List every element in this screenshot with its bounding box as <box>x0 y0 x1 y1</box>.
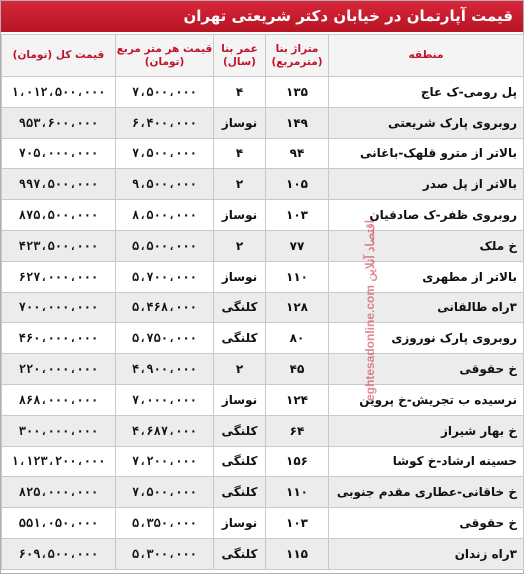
cell-age: کلنگی <box>214 446 266 477</box>
cell-price-per-sqm: ۵،۷۵۰،۰۰۰ <box>116 323 214 354</box>
cell-age: کلنگی <box>214 323 266 354</box>
table-body <box>2 77 524 570</box>
page-title: قیمت آپارتمان در خیابان دکتر شریعتی تهران <box>1 1 523 32</box>
cell-age: نوساز <box>214 261 266 292</box>
table-row <box>2 477 524 508</box>
table-row <box>2 77 524 108</box>
table-row <box>2 323 524 354</box>
cell-price-per-sqm: ۷،۵۰۰،۰۰۰ <box>116 77 214 108</box>
cell-price-per-sqm: ۷،۵۰۰،۰۰۰ <box>116 477 214 508</box>
cell-age: کلنگی <box>214 292 266 323</box>
cell-area: ۱۱۵ <box>266 538 329 569</box>
cell-age: نوساز <box>214 107 266 138</box>
cell-region: پل رومی-ک عاج <box>329 77 524 108</box>
cell-region: روبروی ظفر-ک صادقیان <box>329 200 524 231</box>
cell-price-per-sqm: ۵،۷۰۰،۰۰۰ <box>116 261 214 292</box>
table-header-row <box>2 35 524 77</box>
cell-region: بالاتر از مطهری <box>329 261 524 292</box>
table-row <box>2 384 524 415</box>
cell-area: ۱۵۶ <box>266 446 329 477</box>
cell-region: خ خاقانی-عطاری مقدم جنوبی <box>329 477 524 508</box>
cell-age: ۲ <box>214 230 266 261</box>
table-row <box>2 138 524 169</box>
cell-area: ۷۷ <box>266 230 329 261</box>
cell-price-per-sqm: ۸،۵۰۰،۰۰۰ <box>116 200 214 231</box>
cell-total-price: ۱،۰۱۲،۵۰۰،۰۰۰ <box>2 77 116 108</box>
cell-area: ۱۳۵ <box>266 77 329 108</box>
cell-price-per-sqm: ۶،۴۰۰،۰۰۰ <box>116 107 214 138</box>
header-price-per-sqm: قیمت هر متر مربع (تومان) <box>116 35 214 77</box>
cell-age: ۴ <box>214 138 266 169</box>
cell-area: ۹۴ <box>266 138 329 169</box>
table-row <box>2 508 524 539</box>
cell-total-price: ۵۵۱،۰۵۰،۰۰۰ <box>2 508 116 539</box>
cell-total-price: ۳۰۰،۰۰۰،۰۰۰ <box>2 415 116 446</box>
cell-age: ۴ <box>214 77 266 108</box>
cell-region: بالاتر از مترو قلهک-باغانی <box>329 138 524 169</box>
table-row <box>2 354 524 385</box>
cell-age: نوساز <box>214 384 266 415</box>
cell-region: روبروی پارک نوروزی <box>329 323 524 354</box>
table-row <box>2 538 524 569</box>
table-row <box>2 107 524 138</box>
cell-total-price: ۸۷۵،۵۰۰،۰۰۰ <box>2 200 116 231</box>
table-row <box>2 261 524 292</box>
header-region: منطقه <box>329 35 524 77</box>
cell-area: ۱۰۳ <box>266 200 329 231</box>
cell-age: کلنگی <box>214 415 266 446</box>
table-row <box>2 415 524 446</box>
cell-age: کلنگی <box>214 538 266 569</box>
cell-age: نوساز <box>214 508 266 539</box>
cell-price-per-sqm: ۷،۵۰۰،۰۰۰ <box>116 138 214 169</box>
cell-total-price: ۲۲۰،۰۰۰،۰۰۰ <box>2 354 116 385</box>
cell-price-per-sqm: ۴،۶۸۷،۰۰۰ <box>116 415 214 446</box>
cell-total-price: ۷۰۰،۰۰۰،۰۰۰ <box>2 292 116 323</box>
table-row <box>2 292 524 323</box>
cell-age: ۲ <box>214 169 266 200</box>
cell-price-per-sqm: ۷،۰۰۰،۰۰۰ <box>116 384 214 415</box>
cell-region: خ ملک <box>329 230 524 261</box>
cell-area: ۱۲۸ <box>266 292 329 323</box>
cell-age: کلنگی <box>214 477 266 508</box>
cell-area: ۱۲۴ <box>266 384 329 415</box>
cell-total-price: ۶۲۷،۰۰۰،۰۰۰ <box>2 261 116 292</box>
header-total-price: قیمت کل (تومان) <box>2 35 116 77</box>
table-row <box>2 200 524 231</box>
cell-total-price: ۴۶۰،۰۰۰،۰۰۰ <box>2 323 116 354</box>
cell-region: خ حقوقی <box>329 354 524 385</box>
table-row <box>2 230 524 261</box>
cell-total-price: ۸۶۸،۰۰۰،۰۰۰ <box>2 384 116 415</box>
cell-total-price: ۶۰۹،۵۰۰،۰۰۰ <box>2 538 116 569</box>
header-age: عمر بنا (سال) <box>214 35 266 77</box>
cell-area: ۱۴۹ <box>266 107 329 138</box>
cell-price-per-sqm: ۷،۲۰۰،۰۰۰ <box>116 446 214 477</box>
cell-area: ۱۱۰ <box>266 477 329 508</box>
cell-region: بالاتر از پل صدر <box>329 169 524 200</box>
cell-total-price: ۹۵۳،۶۰۰،۰۰۰ <box>2 107 116 138</box>
cell-area: ۱۱۰ <box>266 261 329 292</box>
cell-price-per-sqm: ۵،۳۵۰،۰۰۰ <box>116 508 214 539</box>
cell-region: ۳راه زندان <box>329 538 524 569</box>
apartment-price-table <box>1 34 524 570</box>
site-watermark: eghtesadonline.com اقتصاد آنلاین <box>363 219 377 401</box>
cell-price-per-sqm: ۵،۵۰۰،۰۰۰ <box>116 230 214 261</box>
cell-region: نرسیده ب تجریش-خ پروین <box>329 384 524 415</box>
cell-price-per-sqm: ۵،۴۶۸،۰۰۰ <box>116 292 214 323</box>
cell-price-per-sqm: ۹،۵۰۰،۰۰۰ <box>116 169 214 200</box>
cell-area: ۱۰۳ <box>266 508 329 539</box>
header-area: متراژ بنا (مترمربع) <box>266 35 329 77</box>
cell-price-per-sqm: ۵،۳۰۰،۰۰۰ <box>116 538 214 569</box>
table-row <box>2 446 524 477</box>
cell-age: نوساز <box>214 200 266 231</box>
cell-area: ۶۴ <box>266 415 329 446</box>
cell-area: ۴۵ <box>266 354 329 385</box>
cell-total-price: ۷۰۵،۰۰۰،۰۰۰ <box>2 138 116 169</box>
cell-region: خ بهار شیراز <box>329 415 524 446</box>
cell-total-price: ۸۲۵،۰۰۰،۰۰۰ <box>2 477 116 508</box>
table-row <box>2 169 524 200</box>
cell-area: ۸۰ <box>266 323 329 354</box>
cell-total-price: ۴۲۳،۵۰۰،۰۰۰ <box>2 230 116 261</box>
cell-region: حسینه ارشاد-خ کوشا <box>329 446 524 477</box>
cell-region: ۳راه طالقانی <box>329 292 524 323</box>
cell-area: ۱۰۵ <box>266 169 329 200</box>
cell-total-price: ۱،۱۲۳،۲۰۰،۰۰۰ <box>2 446 116 477</box>
cell-age: ۲ <box>214 354 266 385</box>
cell-price-per-sqm: ۴،۹۰۰،۰۰۰ <box>116 354 214 385</box>
cell-region: روبروی پارک شریعتی <box>329 107 524 138</box>
cell-total-price: ۹۹۷،۵۰۰،۰۰۰ <box>2 169 116 200</box>
cell-region: خ حقوقی <box>329 508 524 539</box>
